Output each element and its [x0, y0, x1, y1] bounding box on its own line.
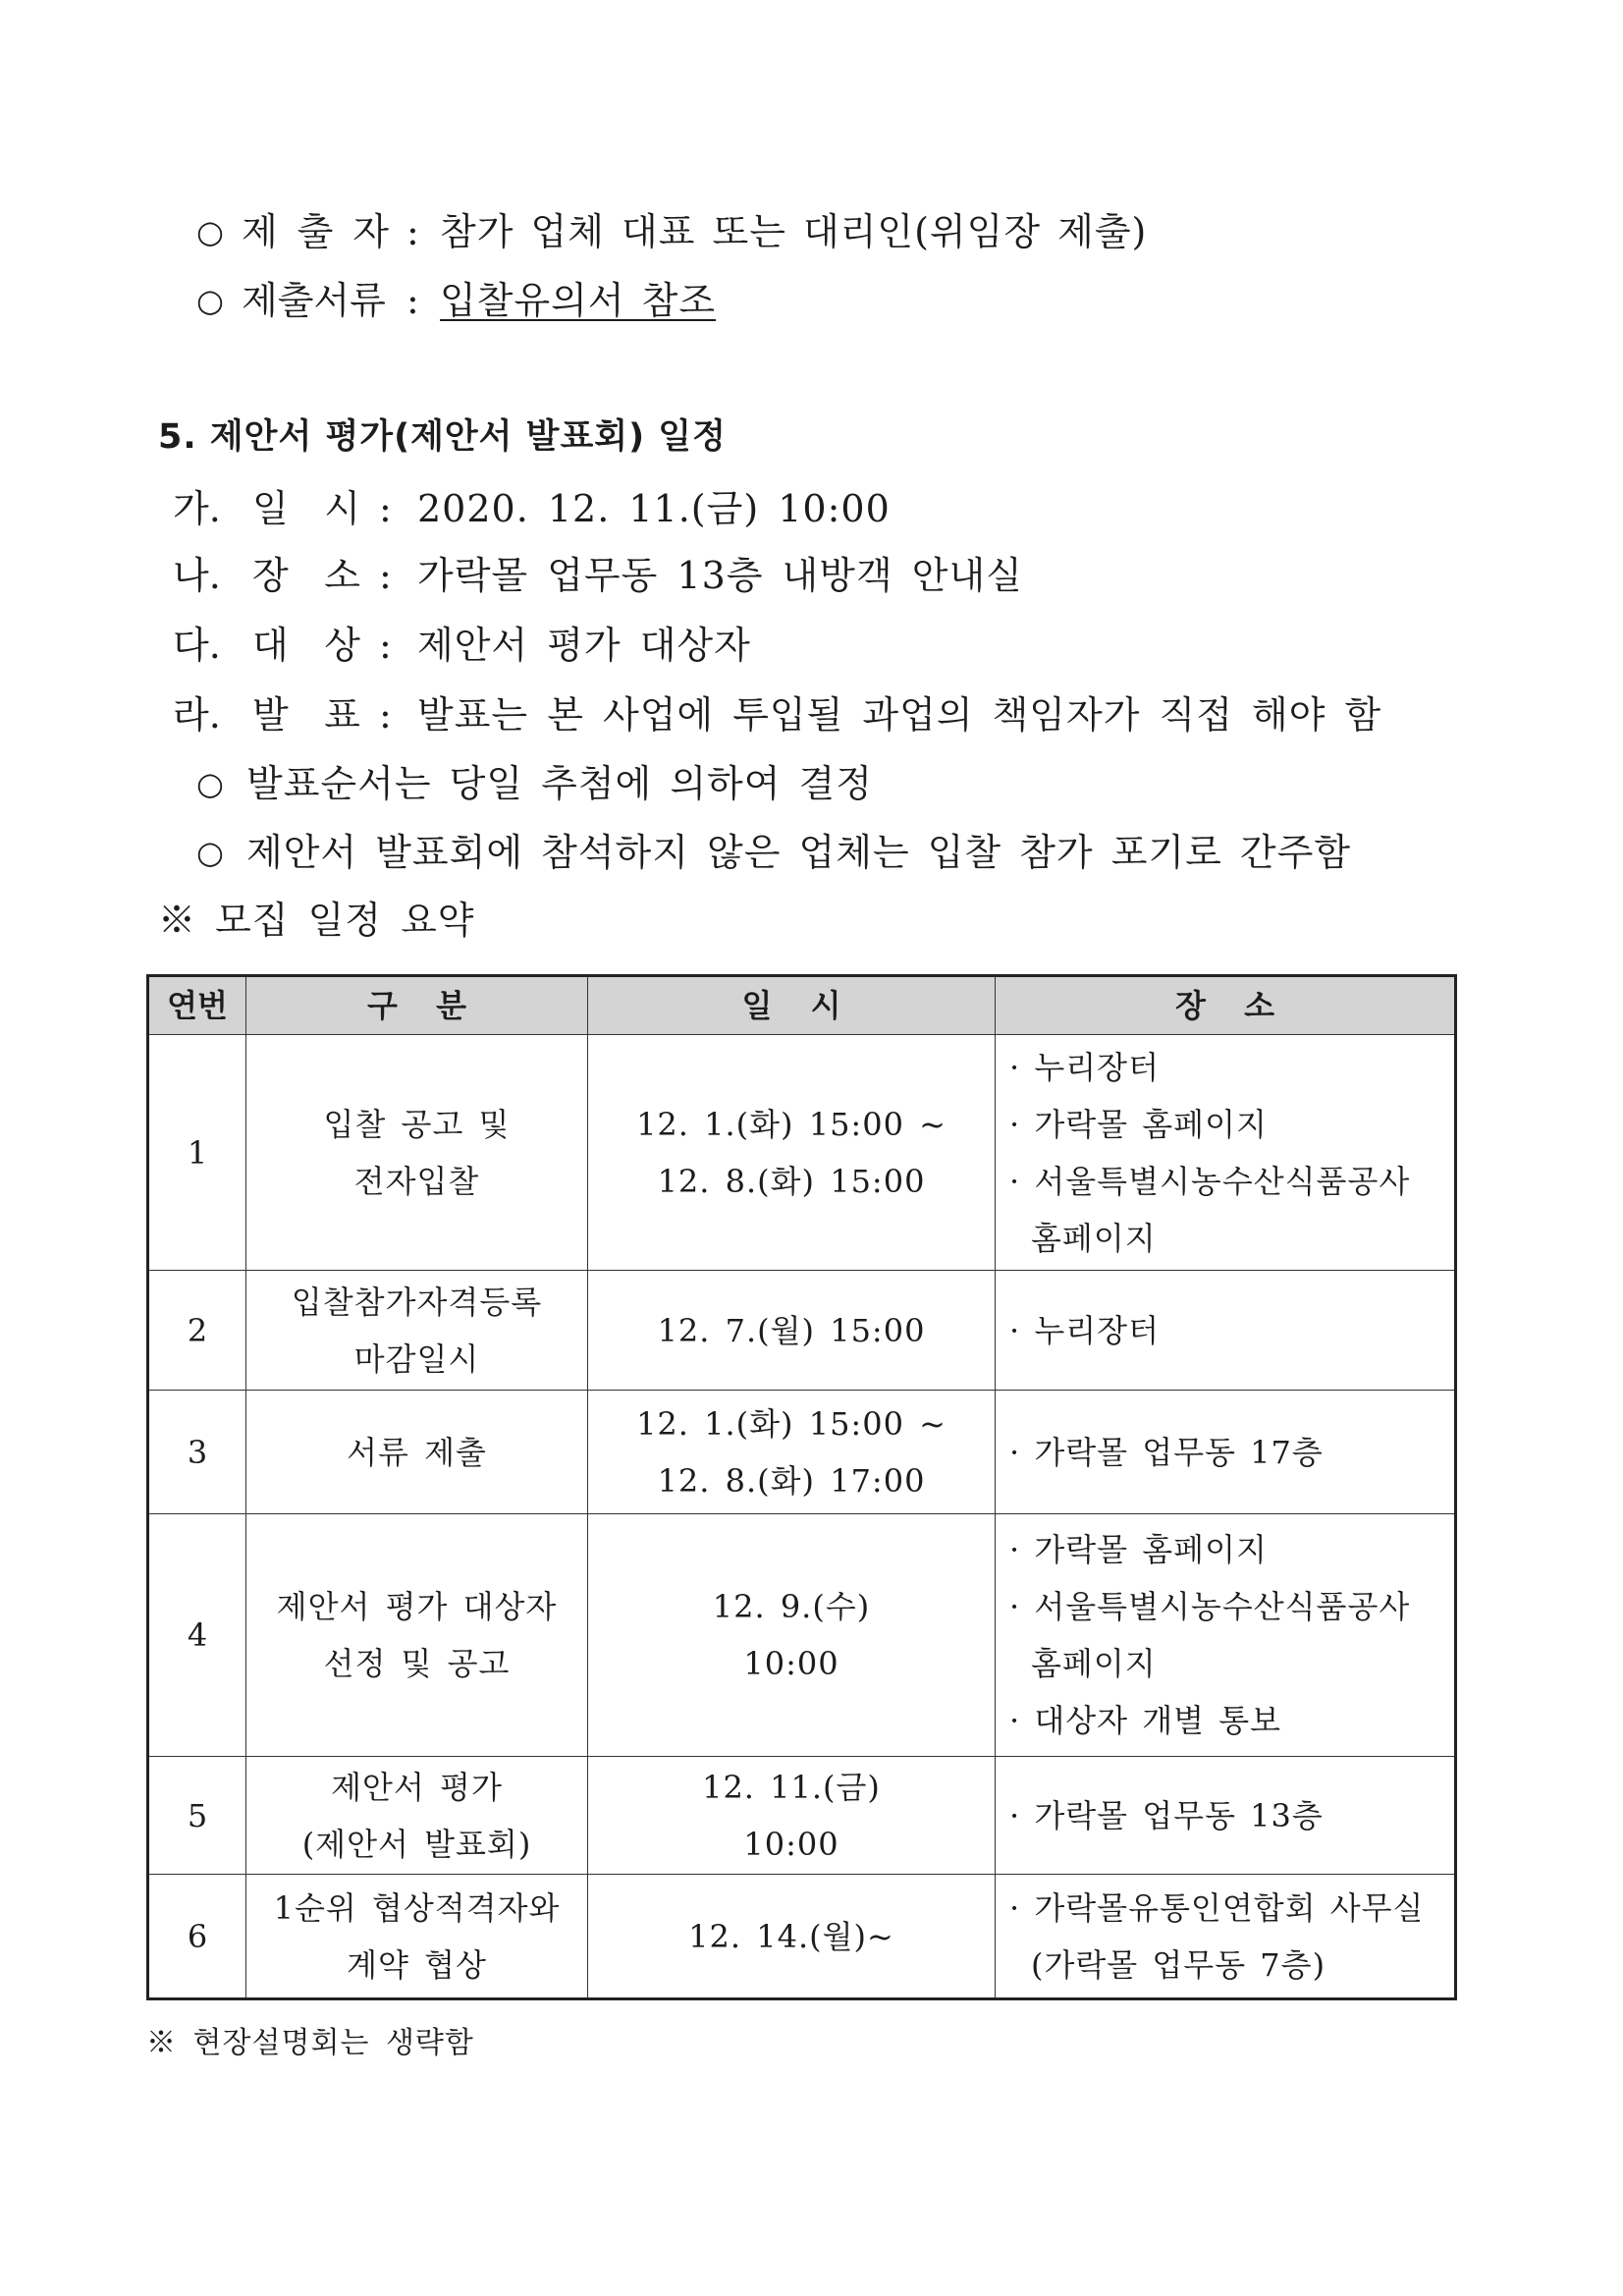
documents-label: 제출서류 — [242, 279, 386, 322]
cell-line: · 가락몰 업무동 13층 — [1009, 1796, 1324, 1834]
row-no: 6 — [148, 1875, 246, 1999]
schedule-item-presentation — [0, 691, 1623, 738]
cell-line: · 가락몰 홈페이지 — [1009, 1531, 1268, 1568]
row-place — [996, 1271, 1456, 1391]
row-place — [996, 1875, 1456, 1999]
cell-line: · 대상자 개별 통보 — [1009, 1702, 1282, 1739]
cell-line: 홈페이지 — [1031, 1219, 1157, 1257]
row-datetime — [588, 1271, 996, 1391]
item-label: 장 소 — [252, 554, 360, 597]
header-datetime: 일 시 — [588, 976, 996, 1035]
row-datetime — [588, 1035, 996, 1271]
header-no: 연번 — [148, 976, 246, 1035]
row-category — [246, 1271, 588, 1391]
row-place — [996, 1757, 1456, 1875]
circle-bullet: ○ — [196, 213, 224, 250]
table-row — [148, 1271, 1456, 1391]
cell-line: 12. 14.(월)~ — [688, 1917, 894, 1955]
item-prefix: 다. — [173, 624, 221, 667]
item-prefix: 라. — [173, 693, 221, 737]
row-category — [246, 1035, 588, 1271]
cell-line: 계약 협상 — [347, 1945, 487, 1984]
cell-line: 12. 11.(금) — [702, 1768, 881, 1806]
note-text: 제안서 발표회에 참석하지 않은 업체는 입찰 참가 포기로 간주함 — [246, 831, 1352, 874]
row-place — [996, 1514, 1456, 1757]
item-prefix: 가. — [173, 487, 221, 530]
cell-line: 입찰 공고 및 — [323, 1105, 511, 1143]
submitter-value: 참가 업체 대표 또는 대리인(위임장 제출) — [440, 210, 1148, 253]
separator: : — [406, 279, 419, 322]
schedule-summary-title: ※ 모집 일정 요약 — [158, 899, 475, 942]
row-no: 5 — [148, 1757, 246, 1875]
row-no: 1 — [148, 1035, 246, 1271]
footnote: ※ 현장설명회는 생략함 — [146, 2026, 474, 2060]
submitter-label: 제 출 자 — [242, 210, 389, 253]
cell-line: 12. 7.(월) 15:00 — [657, 1311, 926, 1349]
item-value: 가락몰 업무동 13층 내방객 안내실 — [417, 554, 1023, 597]
cell-line: · 누리장터 — [1009, 1311, 1160, 1349]
documents-line — [0, 277, 1623, 324]
cell-line: · 서울특별시농수산식품공사 — [1009, 1588, 1411, 1625]
submitter-line — [0, 208, 1623, 255]
cell-line: (제안서 발표회) — [301, 1825, 532, 1863]
cell-line: · 가락몰 업무동 17층 — [1009, 1433, 1324, 1471]
circle-bullet: ○ — [196, 834, 224, 871]
cell-line: 12. 8.(화) 15:00 — [657, 1162, 926, 1200]
cell-line: 10:00 — [743, 1825, 839, 1863]
cell-line: (가락몰 업무동 7층) — [1031, 1945, 1326, 1984]
documents-value: 입찰유의서 참조 — [440, 279, 717, 322]
note-text: 발표순서는 당일 추첨에 의하여 결정 — [246, 762, 873, 805]
item-value: 제안서 평가 대상자 — [417, 624, 751, 667]
row-category — [246, 1875, 588, 1999]
note-line — [0, 829, 1623, 876]
item-value: 발표는 본 사업에 투입될 과업의 책임자가 직접 해야 함 — [417, 693, 1382, 737]
header-place: 장 소 — [996, 976, 1456, 1035]
schedule-item-place — [0, 552, 1623, 599]
row-category — [246, 1514, 588, 1757]
table-row — [148, 1875, 1456, 1999]
row-no: 4 — [148, 1514, 246, 1757]
schedule-table — [146, 974, 1457, 2000]
row-datetime — [588, 1514, 996, 1757]
cell-line: 홈페이지 — [1031, 1645, 1157, 1682]
schedule-item-target — [0, 622, 1623, 669]
table-row — [148, 1757, 1456, 1875]
cell-line: 12. 1.(화) 15:00 ~ — [636, 1105, 947, 1143]
circle-bullet: ○ — [196, 765, 224, 802]
table-header-row — [148, 976, 1456, 1035]
row-category — [246, 1757, 588, 1875]
separator: : — [379, 693, 392, 737]
cell-line: · 누리장터 — [1009, 1048, 1160, 1086]
cell-line: 서류 제출 — [347, 1433, 487, 1471]
cell-line: 마감일시 — [353, 1339, 480, 1378]
header-category: 구 분 — [246, 976, 588, 1035]
separator: : — [379, 554, 392, 597]
cell-line: 12. 1.(화) 15:00 ~ — [636, 1404, 947, 1443]
section-title: 5. 제안서 평가(제안서 발표회) 일정 — [158, 417, 727, 457]
table-row — [148, 1035, 1456, 1271]
row-datetime — [588, 1391, 996, 1514]
separator: : — [406, 210, 419, 253]
cell-line: 제안서 평가 대상자 — [276, 1588, 558, 1625]
row-datetime — [588, 1757, 996, 1875]
table-row — [148, 1391, 1456, 1514]
row-no: 3 — [148, 1391, 246, 1514]
schedule-item-datetime — [0, 485, 1623, 532]
separator: : — [379, 487, 392, 530]
cell-line: · 가락몰 홈페이지 — [1009, 1105, 1268, 1143]
cell-line: 제안서 평가 — [331, 1768, 503, 1806]
table-row — [148, 1514, 1456, 1757]
cell-line: 12. 9.(수) — [712, 1588, 871, 1625]
item-value: 2020. 12. 11.(금) 10:00 — [417, 487, 891, 530]
note-line — [0, 760, 1623, 807]
cell-line: 12. 8.(화) 17:00 — [657, 1461, 926, 1500]
cell-line: 10:00 — [743, 1645, 839, 1682]
cell-line: · 서울특별시농수산식품공사 — [1009, 1162, 1411, 1200]
item-label: 대 상 — [252, 624, 360, 667]
row-category — [246, 1391, 588, 1514]
cell-line: 입찰참가자격등록 — [291, 1283, 543, 1321]
separator: : — [379, 624, 392, 667]
cell-line: 1순위 협상적격자와 — [273, 1888, 561, 1927]
circle-bullet: ○ — [196, 282, 224, 319]
row-place — [996, 1035, 1456, 1271]
row-place — [996, 1391, 1456, 1514]
item-prefix: 나. — [173, 554, 221, 597]
item-label: 일 시 — [252, 487, 360, 530]
row-datetime — [588, 1875, 996, 1999]
cell-line: · 가락몰유통인연합회 사무실 — [1009, 1888, 1425, 1927]
cell-line: 선정 및 공고 — [323, 1645, 511, 1682]
row-no: 2 — [148, 1271, 246, 1391]
cell-line: 전자입찰 — [353, 1162, 480, 1200]
item-label: 발 표 — [252, 693, 360, 737]
